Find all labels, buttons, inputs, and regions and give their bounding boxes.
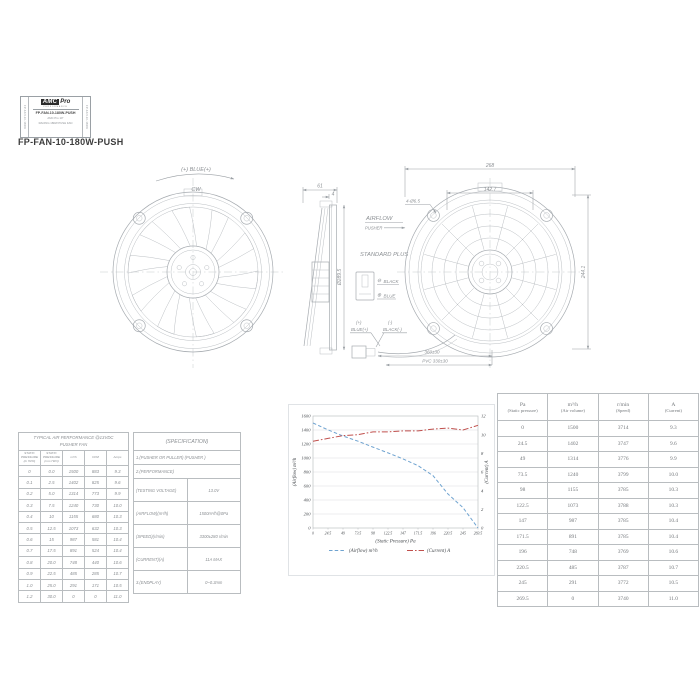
right-axis-tick: 2: [481, 506, 484, 512]
legend-label: (Airflow) m³/h: [349, 549, 378, 554]
x-axis-tick: 147: [400, 531, 406, 536]
mounting-hole: [136, 215, 142, 221]
connector-detail: [356, 272, 400, 300]
cell: 220.5: [498, 560, 548, 576]
cell: 3785: [598, 529, 648, 545]
cell: 10.0: [107, 500, 129, 511]
cell: 20.0: [41, 557, 63, 568]
wire-plug: [352, 346, 366, 358]
x-axis-tick: 0: [312, 531, 314, 536]
cell: 3714: [598, 421, 648, 437]
cell: 269.5: [498, 591, 548, 607]
cell: 1314: [548, 452, 598, 468]
pressure-row: [498, 483, 699, 499]
cell: 632: [85, 522, 107, 533]
mounting-hole: [544, 213, 550, 219]
pressure-row: [498, 467, 699, 483]
cell: 3785: [598, 514, 648, 530]
left-axis-tick: 800: [303, 469, 311, 475]
cell: 0: [19, 466, 41, 477]
cell: 1500: [63, 466, 85, 477]
cell: 1073: [63, 522, 85, 533]
cell: 891: [548, 529, 598, 545]
mounting-hole: [244, 323, 250, 329]
cell: 0.7: [19, 545, 41, 556]
fan-blade: [217, 233, 254, 268]
left-axis-tick: 400: [303, 497, 311, 503]
cell: 1314: [63, 488, 85, 499]
side-motor: [312, 262, 329, 302]
label-line2: AMC Pro 10": [47, 116, 64, 120]
mounting-tab: [133, 320, 145, 332]
col-static-mm: STATIC PRESSURE (mm H2O): [41, 451, 63, 466]
cell: 73.5: [498, 467, 548, 483]
brand-logo-suffix: Pro: [60, 99, 71, 105]
cell: 10.6: [107, 557, 129, 568]
cell: 12.5: [41, 522, 63, 533]
spec-label: (AIRFLOW)(m³/h): [134, 502, 188, 525]
left-axis-tick: 200: [303, 511, 311, 517]
cell: 1155: [63, 511, 85, 522]
cell: 25.0: [41, 579, 63, 590]
pressure-row: [498, 545, 699, 561]
cell: 825: [85, 477, 107, 488]
cell: 0.0: [41, 466, 63, 477]
cell: 485: [548, 560, 598, 576]
right-axis-title: (Current) A: [485, 460, 490, 484]
svg-text:61: 61: [317, 183, 323, 190]
cell: 98: [498, 483, 548, 499]
back-view: [397, 163, 591, 368]
cell: 748: [63, 557, 85, 568]
x-axis-tick: 24.5: [324, 531, 332, 536]
grille-rib: [512, 254, 555, 266]
svg-text:268: 268: [485, 163, 495, 169]
label-right-text: FP-FAN-10-180W: [85, 104, 88, 130]
front-hub-bolts: [177, 255, 209, 286]
cell: 171: [85, 579, 107, 590]
cell: 147: [498, 514, 548, 530]
performance-table-header: [19, 451, 129, 466]
spec-title: (SPECIFICATION): [134, 433, 241, 451]
cell: 171.5: [498, 529, 548, 545]
mounting-tab: [427, 323, 439, 335]
cell: 245: [498, 576, 548, 592]
black-wire-label: BLACK: [383, 279, 399, 284]
cell: 10.5: [107, 579, 129, 590]
cell: 0.8: [19, 557, 41, 568]
spec-value: 0~0.3mm: [187, 571, 241, 594]
label-divider: [33, 109, 79, 110]
cell: 285: [85, 568, 107, 579]
left-axis-tick: 1600: [301, 413, 311, 419]
grille-rib: [496, 206, 508, 249]
standard-plus-label: STANDARD PLUS: [360, 252, 409, 258]
dimension-flange: [322, 192, 335, 200]
col-m3h: m³/h: [63, 451, 85, 466]
cell: 0.3: [19, 500, 41, 511]
left-axis-tick: 1200: [301, 441, 311, 447]
cell: 10.7: [107, 568, 129, 579]
cell: 10.3: [107, 522, 129, 533]
cell: 1155: [548, 483, 598, 499]
cell: 10.4: [107, 534, 129, 545]
hub-bolt: [199, 282, 203, 286]
x-axis-tick: 122.5: [383, 531, 393, 536]
pressure-row: [498, 576, 699, 592]
cell: 1500: [548, 421, 598, 437]
hub-bolt: [479, 261, 484, 266]
cell: 485: [63, 568, 85, 579]
blue-wire-label: BLUE: [383, 293, 396, 299]
airflow-label: AIRFLOW: [366, 216, 393, 222]
cell: 3747: [598, 436, 648, 452]
cell: 11.0: [648, 591, 698, 607]
svg-text:142.7: 142.7: [483, 187, 497, 193]
left-axis-tick: 1000: [301, 455, 311, 461]
cell: 680: [85, 511, 107, 522]
mounting-tab: [241, 320, 253, 332]
cell: 987: [63, 534, 85, 545]
performance-row: [19, 534, 129, 545]
cell: 122.5: [498, 498, 548, 514]
part-number-title: FP-FAN-10-180W-PUSH: [18, 137, 124, 147]
cell: 10.3: [648, 498, 698, 514]
svg-text:244.1: 244.1: [581, 265, 587, 279]
cell: 10.5: [648, 576, 698, 592]
cell: 10: [41, 511, 63, 522]
cell: 3740: [598, 591, 648, 607]
pressure-table-header: [498, 394, 699, 421]
svg-text:360±30: 360±30: [424, 349, 440, 355]
product-label: [20, 96, 91, 138]
fan-blade: [206, 210, 228, 253]
mounting-hole: [544, 326, 550, 332]
x-axis-tick: 269.5: [473, 531, 483, 536]
front-view: [100, 167, 286, 368]
performance-row: [19, 568, 129, 579]
cell: 196: [498, 545, 548, 561]
cell: 10.7: [648, 560, 698, 576]
col-static-in: STATIC PRESSURE (in H2O): [19, 451, 41, 466]
cell: 9.3: [107, 466, 129, 477]
rotation-polarity-label: (+) BLUE(+): [181, 167, 211, 173]
fan-blade: [132, 277, 169, 312]
label-line3: RACING 180W PUSH FAN: [38, 121, 73, 125]
technical-drawing: [0, 150, 700, 395]
svg-text:4: 4: [331, 191, 335, 198]
performance-row: [19, 500, 129, 511]
cell: 3785: [598, 483, 648, 499]
cell: 10.3: [648, 483, 698, 499]
cell: 10.4: [648, 514, 698, 530]
grille-rib: [472, 206, 484, 249]
cell: 773: [85, 488, 107, 499]
performance-row: [19, 557, 129, 568]
cell: 581: [85, 534, 107, 545]
cell: 9.6: [107, 477, 129, 488]
minus-symbol: ⊖: [377, 278, 382, 284]
cell: 0.9: [19, 568, 41, 579]
mounting-tab: [427, 209, 439, 221]
hub-bolt: [182, 282, 186, 286]
cell: 9.6: [648, 436, 698, 452]
cell: 3769: [598, 545, 648, 561]
spec-value: 3300±280 r/min: [187, 525, 241, 548]
performance-table: [18, 432, 129, 603]
cell: 9.3: [648, 421, 698, 437]
svg-text:PVC 330±30: PVC 330±30: [422, 358, 448, 364]
performance-table-title: TYPICAL AIR PERFORMANCE @13VDC PUSHER FAN: [19, 433, 129, 451]
left-axis-tick: 1400: [301, 427, 311, 433]
grille-rib: [424, 254, 467, 266]
pressure-row: [498, 436, 699, 452]
cell: 0: [63, 591, 85, 602]
cell: 524: [85, 545, 107, 556]
cell: 1.0: [19, 579, 41, 590]
hub-bolt: [496, 278, 501, 283]
svg-text:4-Ø6.5: 4-Ø6.5: [406, 198, 421, 204]
cell: 5.0: [41, 488, 63, 499]
grille-rib: [472, 294, 484, 337]
spec-value: 1500m³/h@0Pa: [187, 502, 241, 525]
mounting-hole: [244, 215, 250, 221]
fan-blade: [205, 291, 246, 322]
cell: 291: [63, 579, 85, 590]
performance-row: [19, 511, 129, 522]
pressure-col-header: m³/h (Air volume): [548, 394, 598, 421]
label-left-strip: [21, 97, 29, 137]
left-axis-tick: 600: [303, 483, 311, 489]
cell: 440: [85, 557, 107, 568]
mounting-hole: [431, 213, 437, 219]
label-left-text: FP-FAN-10-180W: [23, 104, 26, 130]
cell: 49: [498, 452, 548, 468]
hub-bolt: [479, 278, 484, 283]
spec-value: 13.0V: [187, 479, 241, 502]
cell: 10.6: [648, 545, 698, 561]
cell: 0: [498, 421, 548, 437]
right-axis-tick: 0: [481, 525, 484, 531]
pressure-data-table: [497, 393, 699, 607]
col-cfm: CFM: [85, 451, 107, 466]
pressure-row: [498, 514, 699, 530]
plus-symbol: ⊕: [377, 292, 382, 299]
spec-label: (CURRENT)(A): [134, 548, 188, 571]
cell: 3799: [598, 467, 648, 483]
pressure-row: [498, 421, 699, 437]
brand-logo: [41, 99, 71, 105]
hub-bolt: [205, 265, 209, 269]
cell: 10.4: [107, 545, 129, 556]
mounting-hole: [431, 326, 437, 332]
hub-bolt: [177, 265, 181, 269]
fan-blade: [216, 271, 258, 289]
x-axis-tick: 196: [430, 531, 436, 536]
grille-rib: [424, 278, 467, 290]
x-axis-tick: 245: [460, 531, 466, 536]
pressure-col-header: A (Current): [648, 394, 698, 421]
series-current: [313, 425, 478, 441]
x-axis-title: (Static Pressure) Pa: [375, 539, 416, 545]
x-axis-tick: 98: [371, 531, 375, 536]
mounting-hole: [136, 323, 142, 329]
mounting-tab: [541, 323, 553, 335]
pressure-row: [498, 452, 699, 468]
wire-plus: (+): [356, 320, 362, 325]
right-axis-tick: 8: [481, 450, 484, 456]
dimension-diameter: [337, 205, 344, 350]
spec-pusher-row: 1.(PUSHER OR PULLER) (PUSHER ): [134, 451, 241, 465]
label-right-strip: [82, 97, 90, 137]
cell: 0.1: [19, 477, 41, 488]
fan-blade: [128, 255, 170, 273]
fan-blade: [158, 291, 180, 334]
x-axis-tick: 73.5: [354, 531, 362, 536]
cell: 1402: [63, 477, 85, 488]
cell: 3788: [598, 498, 648, 514]
grille-rib: [506, 224, 538, 256]
grille-rib: [506, 288, 538, 320]
label-part-number: FP-FAN-10-180W-PUSH: [35, 111, 76, 115]
cell: 1073: [548, 498, 598, 514]
cell: 2.5: [41, 477, 63, 488]
pressure-row: [498, 560, 699, 576]
grille-rib: [442, 288, 474, 320]
spec-value: 11A MAX: [187, 548, 241, 571]
left-axis-title: (Airflow) m³/h: [293, 457, 298, 487]
brand-logo-mark: AMC: [42, 99, 58, 105]
mounting-tab: [133, 212, 145, 224]
cell: 9.9: [648, 452, 698, 468]
cell: 1.2: [19, 591, 41, 602]
x-axis-tick: 220.5: [443, 531, 453, 536]
pressure-row: [498, 529, 699, 545]
x-axis-tick: 49: [341, 531, 345, 536]
cell: 10.0: [648, 467, 698, 483]
x-axis-tick: 171.5: [413, 531, 423, 536]
fan-blade: [140, 221, 181, 252]
cell: 10.4: [648, 529, 698, 545]
grille-rib: [496, 294, 508, 337]
svg-text:Ø289.5: Ø289.5: [337, 268, 343, 286]
cell: 0: [548, 591, 598, 607]
performance-row: [19, 488, 129, 499]
airflow-current-chart: [288, 404, 495, 576]
cell: 987: [548, 514, 598, 530]
performance-row: [19, 591, 129, 602]
performance-row: [19, 545, 129, 556]
cell: 3787: [598, 560, 648, 576]
spec-label: (TESTING VOLTAGE): [134, 479, 188, 502]
hub-bolt: [496, 261, 501, 266]
cell: 0: [85, 591, 107, 602]
airflow-annotation: [365, 216, 405, 231]
grille-rib: [442, 224, 474, 256]
cell: 291: [548, 576, 598, 592]
cell: 883: [85, 466, 107, 477]
left-axis-tick: 0: [308, 525, 311, 531]
cell: 0.6: [19, 534, 41, 545]
right-axis-tick: 6: [481, 469, 484, 475]
mounting-tab: [541, 209, 553, 221]
cell: 7.5: [41, 500, 63, 511]
performance-row: [19, 579, 129, 590]
pressure-col-header: Pa (Static pressure): [498, 394, 548, 421]
cell: 10.3: [107, 511, 129, 522]
rotation-cw-label: CW: [191, 187, 201, 193]
grille-rib: [512, 278, 555, 290]
cell: 730: [85, 500, 107, 511]
side-view: [303, 184, 344, 355]
series-airflow: [313, 423, 478, 528]
right-axis-tick: 12: [481, 413, 486, 419]
wire-blue-label: BLUE(+): [351, 327, 368, 332]
wire-black-label: BLACK(-): [383, 327, 402, 332]
pressure-row: [498, 591, 699, 607]
cell: 0.4: [19, 511, 41, 522]
cell: 17.5: [41, 545, 63, 556]
label-center: [29, 97, 82, 137]
rotation-arrow: [156, 174, 234, 181]
cell: 30.0: [41, 591, 63, 602]
cell: 1402: [548, 436, 598, 452]
right-axis-tick: 4: [481, 488, 484, 494]
right-axis-tick: 10: [481, 432, 486, 438]
pressure-row: [498, 498, 699, 514]
spec-label: (SPEED)(r/min): [134, 525, 188, 548]
cell: 3776: [598, 452, 648, 468]
col-amps: Amps: [107, 451, 129, 466]
legend-label: (Current) A: [427, 549, 451, 554]
mounting-tab: [241, 212, 253, 224]
cell: 1240: [548, 467, 598, 483]
cell: 891: [63, 545, 85, 556]
cell: 0.2: [19, 488, 41, 499]
cell: 9.9: [107, 488, 129, 499]
pusher-label: PUSHER: [365, 225, 383, 231]
spec-label: 3.(ENDPLAY): [134, 571, 188, 594]
cell: 11.0: [107, 591, 129, 602]
cell: 24.5: [498, 436, 548, 452]
performance-row: [19, 477, 129, 488]
spec-performance-row: 2.(PERFORMANCE): [134, 465, 241, 479]
performance-row: [19, 522, 129, 533]
specification-table: [133, 432, 241, 594]
cell: 15: [41, 534, 63, 545]
cell: 22.5: [41, 568, 63, 579]
cell: 0.5: [19, 522, 41, 533]
wire-minus: (-): [388, 320, 393, 325]
cell: 748: [548, 545, 598, 561]
brand-tagline: PERFORMANCE: [43, 105, 68, 108]
cell: 1240: [63, 500, 85, 511]
performance-row: [19, 466, 129, 477]
pressure-col-header: r/min (Speed): [598, 394, 648, 421]
cell: 3772: [598, 576, 648, 592]
